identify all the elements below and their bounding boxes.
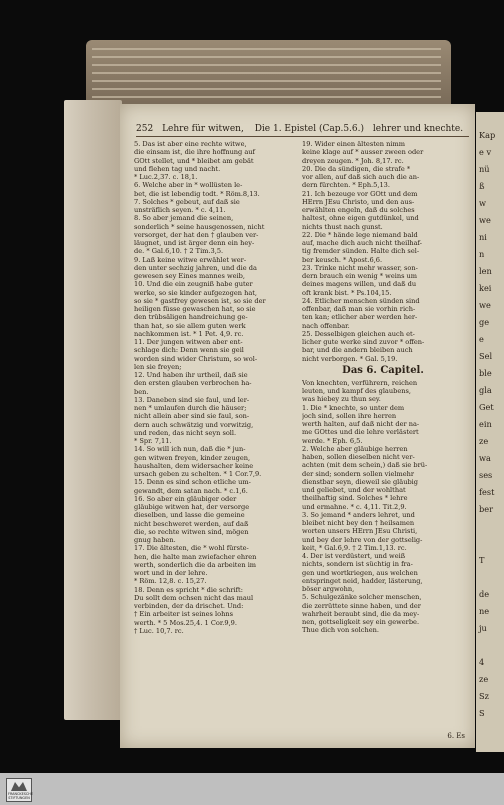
text-line: der sind; sondern sollen vielmehr <box>302 469 415 478</box>
text-line: 3. So jemand * anders lehret, und <box>302 510 415 519</box>
next-page-fragment: w <box>479 198 487 208</box>
library-logo-text: FRANCKESCHE STIFTUNGEN <box>8 792 33 800</box>
text-line: 25. Desselbigen gleichen auch et- <box>302 329 415 338</box>
text-line: 17. Die ältesten, die * wohl fürste- <box>134 544 249 553</box>
text-line: achten (mit dem schein,) daß sie brü- <box>302 461 428 470</box>
next-page-fragment: T <box>479 555 485 565</box>
text-line: leuten, und kampf des glaubens, <box>302 387 411 395</box>
running-header <box>136 124 466 134</box>
text-line: den trübsäligen handreichung ge- <box>134 313 248 322</box>
next-page-fragment: ze <box>479 436 489 446</box>
text-line: 12. Und haben ihr urtheil, daß sie <box>134 371 248 379</box>
text-line: 19. Wider einen ältesten nimm <box>302 140 405 148</box>
next-page-fragment: Sz <box>479 691 489 701</box>
text-line: Thue dich von solchen. <box>302 626 379 635</box>
text-line: vor allen, auf daß sich auch die an- <box>302 173 420 181</box>
text-line: 1. Die * knechte, so unter dem <box>302 403 405 412</box>
text-line: 18. Denn es spricht * die schrift: <box>134 585 243 594</box>
right-column-bottom <box>302 379 464 635</box>
next-page-fragment: nü <box>479 164 490 174</box>
text-line: und reden, das nicht seyn soll. <box>134 428 237 437</box>
text-line: tig fremder sünden. Halte dich sel- <box>302 247 420 256</box>
next-page-fragment: ju <box>479 623 487 633</box>
text-line: gen und wortkriegen, aus welchen <box>302 568 418 577</box>
text-line: 6. Welche aber in * wollüsten le- <box>134 181 243 190</box>
catchword: 6. Es <box>447 732 465 740</box>
text-line: ten kan; etlicher aber werden her- <box>302 313 418 322</box>
next-page-fragment: wa <box>479 453 491 463</box>
text-line: oft krank bist. * Ps.104,15. <box>302 288 392 297</box>
header-rule <box>136 136 469 137</box>
text-line: worten unsers HErrn JEsu Christi, <box>302 527 418 536</box>
text-line: dern brauch ein wenig * weins um <box>302 272 418 280</box>
text-line: den ersten glauben verbrochen ha- <box>134 379 252 388</box>
text-line: haltest, ohne eigen gutdünkel, und <box>302 214 419 223</box>
text-line: ben. <box>134 387 149 396</box>
text-line: nen * umlaufen durch die häuser; <box>134 404 247 412</box>
next-page-fragment: Kap <box>479 130 496 140</box>
text-line: 15. Denn es sind schon etliche um- <box>134 478 251 487</box>
text-line: offenbar, daß man sie vorhin rich- <box>302 305 416 313</box>
text-line: läugnet, und ist ärger denn ein hey- <box>134 239 255 247</box>
next-page-fragment: n <box>479 249 485 259</box>
text-line: nichts thust nach gunst. <box>302 222 383 231</box>
text-line: die einsam ist, die ihre hoffnung auf <box>134 148 255 157</box>
text-line: sonderlich * seine hausgenossen, nicht <box>134 222 265 231</box>
text-line: † Ein arbeiter ist seines lohns <box>134 610 233 619</box>
text-line: 13. Daneben sind sie faul, und ler- <box>134 395 250 404</box>
text-line: than hat, so sie allem guten werk <box>134 321 246 330</box>
page-number: 252 <box>136 124 154 134</box>
text-line: me GOttes und die lehre verlästert <box>302 428 419 437</box>
text-line: und ermahne. * c. 4,11. Tit.2,9. <box>302 502 407 511</box>
text-line: schlage dich: Denn wenn sie geil <box>134 346 244 355</box>
next-page-fragment: ge <box>479 317 490 327</box>
text-line: worden sind wider Christum, so wol- <box>134 354 258 363</box>
next-page-fragment: ble <box>479 368 492 378</box>
text-line: gewesen sey Eines mannes weib, <box>134 272 245 280</box>
text-line: 14. So will ich nun, daß die * jun- <box>134 445 246 454</box>
text-line: * Spr. 7,11. <box>134 437 172 445</box>
text-line: bar, und die andern bleiben auch <box>302 346 413 355</box>
text-line: nicht verborgen. * Gal. 5,19. <box>302 354 398 363</box>
header-center-title: Die 1. Epistel (Cap.5.6.) <box>254 124 365 134</box>
text-line: dreyen zeugen. * Joh. 8,17. rc. <box>302 156 404 165</box>
next-page-fragment: ber <box>479 504 494 514</box>
text-line: unsträflich seyen. * c. 4,11. <box>134 206 226 214</box>
text-line: bleibet nicht bey den † heilsamen <box>302 519 415 527</box>
next-page-fragment: e v <box>479 147 492 157</box>
text-line: verbinden, der da drischet. Und: <box>134 602 244 610</box>
text-line: gen witwen freyen, kinder zeugen, <box>134 453 251 462</box>
text-line: und flehen tag und nacht. <box>134 164 221 173</box>
next-page-fragment: ses <box>479 470 493 480</box>
text-line: haushalten, dem widersacher keine <box>134 461 254 470</box>
text-line: keine klage auf * ausser zween oder <box>302 148 424 157</box>
text-line: die zerrüttete sinne haben, und der <box>302 601 421 610</box>
text-line: werde. * Eph. 6,5. <box>302 436 363 445</box>
next-page-fragment: Sel <box>479 351 493 361</box>
text-line: nen, gottseligkeit sey ein gewerbe. <box>302 618 420 626</box>
text-line: heiligen füsse gewaschen hat, so sie <box>134 305 256 313</box>
text-line: bet, die ist lebendig todt. * Röm.8,13. <box>134 189 260 198</box>
text-line: und bey der lehre von der gottselig- <box>302 535 423 544</box>
text-line: nach offenbar. <box>302 321 350 330</box>
right-column-top <box>302 140 464 363</box>
text-line: 16. So aber ein gläubiger oder <box>134 494 237 503</box>
text-line: 21. Ich bezeuge vor GOtt und dem <box>302 189 418 198</box>
library-logo <box>6 778 32 802</box>
text-line: * Röm. 12,8. c. 15,27. <box>134 577 207 586</box>
text-line: 5. Schulgezänke solcher menschen, <box>302 593 422 602</box>
text-line: hen, die halte man zwiefacher ehren <box>134 552 257 561</box>
text-line: den unter sechzig jahren, und die da <box>134 263 257 272</box>
text-line: HErrn JEsu Christo, und den aus- <box>302 197 415 206</box>
text-line: wahrheit beraubt sind, die da mey- <box>302 609 420 618</box>
next-page-fragment: fest <box>479 487 495 497</box>
next-page-fragment: ze <box>479 674 489 684</box>
text-line: dienstbar seyn, dieweil sie gläubig <box>302 477 419 486</box>
text-line: haben, sollen dieselben nicht ver- <box>302 453 415 461</box>
text-line: deines magens willen, und daß du <box>302 280 417 289</box>
chapter-heading: Das 6. Capitel. <box>342 364 424 376</box>
text-line: nichts, sondern ist süchtig in fra- <box>302 560 413 569</box>
text-line: nachkommen ist. * 1 Pet. 4,9. rc. <box>134 329 244 338</box>
text-line: werke, so sie kinder aufgezogen hat, <box>134 288 258 297</box>
text-line: 9. Laß keine witwe erwählet wer- <box>134 255 247 264</box>
text-line: 10. Und die ein zeugniß habe guter <box>134 280 253 289</box>
text-line: gnug haben. <box>134 536 176 544</box>
text-line: nicht allein aber sind sie faul, son- <box>134 412 250 421</box>
text-line: 2. Welche aber gläubige herren <box>302 444 408 453</box>
next-page-fragment: S <box>479 708 485 718</box>
next-page-edge <box>476 112 504 752</box>
text-line: so sie * gastfrey gewesen ist, so sie der <box>134 296 266 305</box>
text-line: 20. Die da sündigen, die strafe * <box>302 164 411 173</box>
text-line: 7. Solches * gebeut, auf daß sie <box>134 197 240 206</box>
text-line: wort und in der lehre. <box>134 569 208 577</box>
left-text-column <box>134 140 294 635</box>
text-line: * Luc.2,37. c. 18,1. <box>134 173 198 181</box>
next-page-fragment: ein <box>479 419 492 429</box>
next-page-fragment: ne <box>479 606 490 616</box>
right-text-column <box>302 140 464 635</box>
text-line: de. * Gal.6,10. † 2 Tim.3,5. <box>134 247 224 256</box>
text-line: GOtt stellet, und * bleibet am gebät <box>134 156 254 165</box>
next-page-fragment: gla <box>479 385 492 395</box>
next-page-fragment: len <box>479 266 492 276</box>
footer-bar <box>0 773 504 805</box>
text-line: † Luc. 10,7. rc. <box>134 626 184 635</box>
header-right-title: lehrer und knechte. <box>372 124 464 134</box>
text-line: 11. Der jungen witwen aber ent- <box>134 338 243 346</box>
text-line: gewandt, dem satan nach. * c.1,6. <box>134 486 248 495</box>
text-line: ber keusch. * Apost.6,6. <box>302 255 383 264</box>
text-line: entspringet neid, hadder, lästerung, <box>302 576 423 585</box>
next-page-fragment: we <box>479 215 491 225</box>
text-line: und geliebet, und der wohlthat <box>302 486 406 494</box>
text-line: licher gute werke sind zuvor * offen- <box>302 338 425 346</box>
text-line: 22. Die * hände lege niemand bald <box>302 230 418 239</box>
text-line: Von knechten, verführern, reichen <box>302 378 418 387</box>
text-line: werth. * 5 Mos.25,4. 1 Cor.9,9. <box>134 618 237 627</box>
page-fore-edge <box>64 100 122 720</box>
next-page-fragment: 4 <box>479 657 485 667</box>
text-line: dern auch schwätzig und vorwitzig, <box>134 420 254 429</box>
text-line: joch sind, sollen ihre herren <box>302 411 397 420</box>
next-page-fragment: we <box>479 300 491 310</box>
text-line: gläubige witwen hat, der versorge <box>134 503 250 511</box>
text-line: werth halten, auf daß nicht der na- <box>302 420 420 428</box>
text-line: nicht beschweret werden, auf daß <box>134 519 249 528</box>
text-line: 8. So aber jemand die seinen, <box>134 214 234 223</box>
next-page-fragment: Get <box>479 402 494 412</box>
text-line: 4. Der ist verdüstert, und weiß <box>302 552 406 560</box>
text-line: dieselben, und lasse die gemeine <box>134 511 245 520</box>
book-page <box>120 104 475 748</box>
next-page-fragment: kei <box>479 283 492 293</box>
text-line: 5. Das ist aber eine rechte witwe, <box>134 140 247 148</box>
text-line: dern fürchten. * Eph.5,13. <box>302 181 390 190</box>
text-line: versorget, der hat den † glauben ver- <box>134 230 259 239</box>
text-line: len sie freyen; <box>134 362 182 371</box>
text-line: die, so rechte witwen sind, mögen <box>134 527 249 536</box>
text-line: Du sollt dem ochsen nicht das maul <box>134 593 254 602</box>
text-line: erwählten engeln, daß du solches <box>302 206 415 214</box>
text-line: keit, * Gal.6,9. † 2 Tim.1,13. rc. <box>302 543 407 552</box>
text-line: theilhaftig sind. Solches * lehre <box>302 494 408 503</box>
text-line: 23. Trinke nicht mehr wasser, son- <box>302 263 418 272</box>
text-line: werth, sonderlich die da arbeiten im <box>134 560 257 569</box>
text-line: ursach geben zu schelten. * 1 Cor.7,9. <box>134 470 262 478</box>
next-page-fragment: ni <box>479 232 487 242</box>
next-page-fragment: e <box>479 334 484 344</box>
text-line: 24. Etlicher menschen sünden sind <box>302 296 420 305</box>
next-page-fragment: de <box>479 589 490 599</box>
text-line: was hiebey zu thun sey. <box>302 395 381 404</box>
next-page-fragment: ß <box>479 181 485 191</box>
text-line: auf, mache dich auch nicht theilhaf- <box>302 239 422 247</box>
text-line: böser argwohn, <box>302 585 355 593</box>
header-left-title: Lehre für witwen, <box>162 124 244 134</box>
